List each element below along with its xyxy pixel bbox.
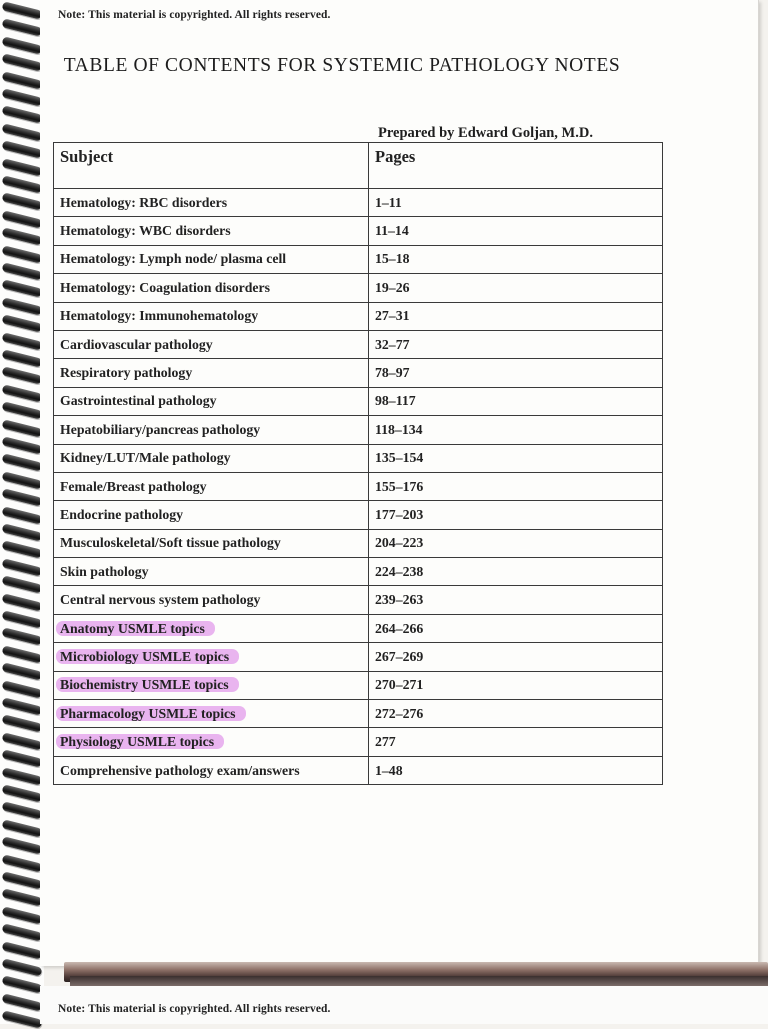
spiral-coil — [2, 71, 43, 89]
subject-text: Hematology: Coagulation disorders — [60, 279, 271, 295]
table-header-row — [54, 143, 663, 189]
spiral-coil — [2, 854, 43, 872]
subject-cell — [54, 501, 369, 529]
spiral-coil — [2, 349, 43, 367]
table-row — [54, 529, 663, 557]
spiral-coil — [2, 401, 43, 419]
pages-cell: 155–176 — [369, 472, 663, 500]
table-row — [54, 501, 663, 529]
pages-cell: 1–11 — [369, 189, 663, 217]
subject-text: Respiratory pathology — [60, 365, 193, 381]
spiral-coil — [2, 19, 43, 37]
spiral-coil — [2, 906, 43, 924]
subject-text: Pharmacology USMLE topics — [56, 706, 246, 721]
spiral-coil — [2, 53, 43, 71]
subject-cell — [54, 444, 369, 472]
pages-cell: 204–223 — [369, 529, 663, 557]
spiral-coil — [2, 123, 43, 141]
spiral-coil — [2, 332, 43, 350]
spiral-coil — [2, 314, 43, 332]
subject-cell — [54, 387, 369, 415]
subject-text: Hematology: Lymph node/ plasma cell — [60, 251, 287, 267]
subject-cell — [54, 671, 369, 699]
spiral-coil — [2, 523, 43, 541]
subject-cell — [54, 529, 369, 557]
spiral-coil — [2, 88, 43, 106]
spiral-coil — [2, 262, 43, 280]
pages-cell: 15–18 — [369, 245, 663, 273]
spiral-coil — [2, 993, 43, 1011]
subject-text: Kidney/LUT/Male pathology — [60, 450, 231, 466]
table-row — [54, 586, 663, 614]
table-row — [54, 472, 663, 500]
pages-cell: 11–14 — [369, 217, 663, 245]
spiral-coil — [2, 871, 43, 889]
spiral-coil — [2, 645, 43, 663]
pages-cell: 1–48 — [369, 756, 663, 784]
spiral-coil — [2, 419, 43, 437]
subject-text: Anatomy USMLE topics — [56, 621, 215, 636]
spiral-coil — [2, 610, 43, 628]
spiral-binding — [0, 0, 44, 1024]
table-row — [54, 444, 663, 472]
subject-text: Gastrointestinal pathology — [60, 393, 217, 409]
spiral-coil — [2, 941, 43, 959]
subject-text: Comprehensive pathology exam/answers — [60, 762, 300, 778]
pages-cell: 272–276 — [369, 700, 663, 728]
subject-cell — [54, 416, 369, 444]
table-row — [54, 189, 663, 217]
pages-cell: 118–134 — [369, 416, 663, 444]
subject-text: Physiology USMLE topics — [56, 734, 224, 749]
page-title: TABLE OF CONTENTS FOR SYSTEMIC PATHOLOGY NOTES — [63, 55, 621, 76]
spiral-coil — [2, 227, 43, 245]
spiral-coil — [2, 245, 43, 263]
spiral-coil — [2, 628, 43, 646]
spiral-coil — [2, 836, 43, 854]
spiral-coil — [2, 36, 43, 54]
subject-cell — [54, 274, 369, 302]
table-row — [54, 756, 663, 784]
table-row — [54, 643, 663, 671]
copyright-note-top: Note: This material is copyrighted. All rights reserved. — [58, 9, 331, 21]
spiral-coil — [2, 976, 43, 994]
spiral-coil — [2, 767, 43, 785]
spiral-coil — [2, 593, 43, 611]
spiral-coil — [2, 1010, 43, 1028]
page-stack-edge-shadow — [70, 976, 768, 986]
pages-cell: 277 — [369, 728, 663, 756]
table-row — [54, 359, 663, 387]
spiral-coil — [2, 506, 43, 524]
subject-text: Musculoskeletal/Soft tissue pathology — [60, 535, 281, 551]
subject-cell — [54, 302, 369, 330]
spiral-coil — [2, 210, 43, 228]
copyright-note-bottom: Note: This material is copyrighted. All rights reserved. — [58, 1003, 331, 1015]
subject-text: Biochemistry USMLE topics — [56, 677, 239, 692]
table-row — [54, 416, 663, 444]
spiral-coil — [2, 715, 43, 733]
subject-cell — [54, 245, 369, 273]
table-row — [54, 728, 663, 756]
spiral-coil — [2, 193, 43, 211]
table-row — [54, 614, 663, 642]
subject-text: Hematology: Immunohematology — [60, 308, 259, 324]
spiral-coil — [2, 158, 43, 176]
spiral-coil — [2, 541, 43, 559]
subject-text: Microbiology USMLE topics — [56, 649, 239, 664]
subject-cell — [54, 756, 369, 784]
spiral-coil — [2, 471, 43, 489]
pages-cell: 19–26 — [369, 274, 663, 302]
contents-table — [53, 142, 663, 785]
subject-text: Hematology: RBC disorders — [60, 194, 228, 210]
table-row — [54, 558, 663, 586]
spiral-coil — [2, 680, 43, 698]
pages-cell: 177–203 — [369, 501, 663, 529]
subject-cell — [54, 614, 369, 642]
spiral-coil — [2, 488, 43, 506]
spiral-coil — [2, 1, 43, 19]
spiral-coil — [2, 802, 43, 820]
table-row — [54, 245, 663, 273]
pages-cell: 32–77 — [369, 330, 663, 358]
pages-cell: 267–269 — [369, 643, 663, 671]
table-row — [54, 302, 663, 330]
pages-cell: 224–238 — [369, 558, 663, 586]
pages-cell: 264–266 — [369, 614, 663, 642]
spiral-coil — [2, 454, 43, 472]
subject-cell — [54, 558, 369, 586]
pages-column-header: Pages — [369, 143, 663, 189]
subject-cell — [54, 472, 369, 500]
pages-cell: 270–271 — [369, 671, 663, 699]
spiral-coil — [2, 889, 43, 907]
pages-cell: 78–97 — [369, 359, 663, 387]
spiral-coil — [2, 280, 43, 298]
spiral-coil — [2, 958, 43, 976]
subject-cell — [54, 189, 369, 217]
pages-cell: 135–154 — [369, 444, 663, 472]
pages-cell: 98–117 — [369, 387, 663, 415]
subject-cell — [54, 700, 369, 728]
spiral-coil — [2, 436, 43, 454]
spiral-coil — [2, 140, 43, 158]
spiral-coil — [2, 175, 43, 193]
subject-cell — [54, 586, 369, 614]
subject-column-header: Subject — [54, 143, 369, 189]
subject-text: Central nervous system pathology — [60, 592, 261, 608]
subject-text: Hematology: WBC disorders — [60, 223, 231, 239]
subject-cell — [54, 359, 369, 387]
spiral-coil — [2, 923, 43, 941]
spiral-coil — [2, 297, 43, 315]
subject-cell — [54, 217, 369, 245]
spiral-coil — [2, 784, 43, 802]
subject-text: Female/Breast pathology — [60, 478, 207, 494]
spiral-coil — [2, 732, 43, 750]
table-row — [54, 217, 663, 245]
spiral-coil — [2, 367, 43, 385]
table-row — [54, 274, 663, 302]
table-row — [54, 671, 663, 699]
subject-text: Cardiovascular pathology — [60, 336, 213, 352]
table-row — [54, 700, 663, 728]
spiral-coil — [2, 819, 43, 837]
spiral-coil — [2, 558, 43, 576]
table-row — [54, 330, 663, 358]
table-row — [54, 387, 663, 415]
subject-text: Hepatobiliary/pancreas pathology — [60, 421, 261, 437]
prepared-by: Prepared by Edward Goljan, M.D. — [378, 125, 593, 141]
spiral-coil — [2, 106, 43, 124]
spiral-coil — [2, 697, 43, 715]
subject-cell — [54, 728, 369, 756]
subject-cell — [54, 643, 369, 671]
pages-cell: 239–263 — [369, 586, 663, 614]
spiral-coil — [2, 575, 43, 593]
spiral-coil — [2, 662, 43, 680]
pages-cell: 27–31 — [369, 302, 663, 330]
spiral-coil — [2, 749, 43, 767]
subject-text: Endocrine pathology — [60, 506, 184, 522]
subject-text: Skin pathology — [60, 563, 149, 579]
spiral-coil — [2, 384, 43, 402]
subject-cell — [54, 330, 369, 358]
